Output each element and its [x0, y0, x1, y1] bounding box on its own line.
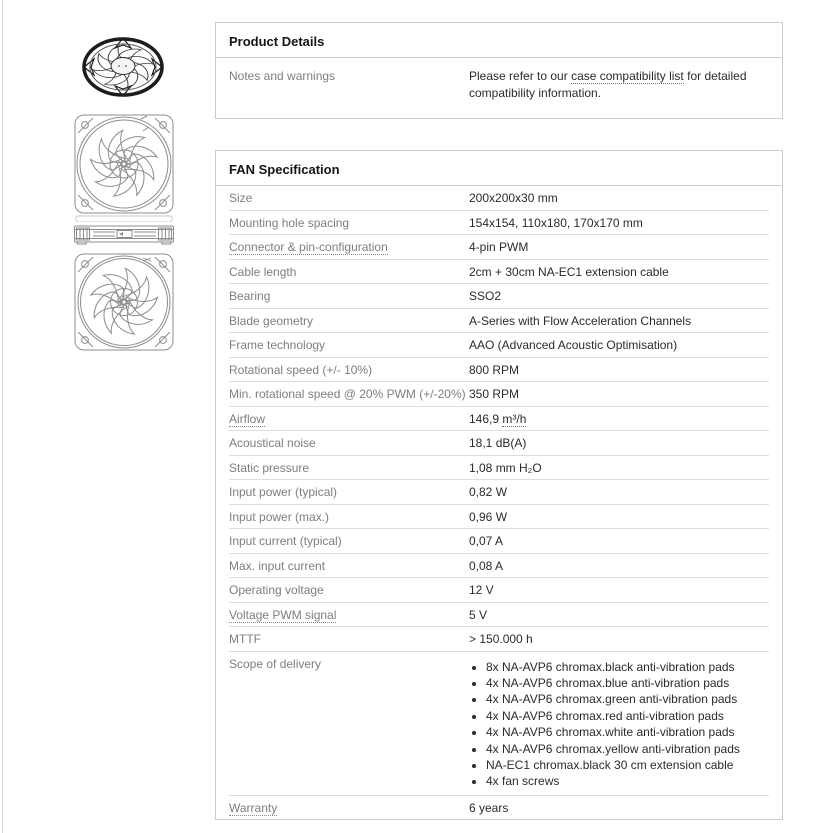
fan-side-drawing — [73, 222, 175, 248]
spec-value-text: SSO2 — [469, 289, 502, 303]
spec-value — [469, 658, 769, 790]
spec-value — [469, 192, 769, 205]
spec-label — [229, 437, 469, 450]
spec-label-text: Input power (typical) — [229, 485, 338, 499]
spec-value — [469, 68, 769, 101]
spec-label — [229, 609, 469, 622]
spec-value-text: 1,08 mm H₂O — [469, 460, 542, 475]
spec-label — [229, 364, 469, 377]
fan-back-drawing — [73, 252, 175, 352]
spec-label — [229, 68, 469, 101]
spec-value-text: for detailed compatibility information. — [469, 69, 747, 100]
spec-value — [469, 266, 769, 279]
spec-value — [469, 609, 769, 622]
spec-row — [229, 602, 769, 627]
product-details-title: Product Details — [216, 23, 782, 58]
delivery-list — [469, 659, 769, 790]
spec-label-text: Mounting hole spacing — [229, 215, 350, 230]
spec-row — [229, 210, 769, 235]
spec-label — [229, 486, 469, 499]
fan-specification-rows — [229, 186, 769, 819]
spec-value-link[interactable]: m³/h — [502, 411, 527, 426]
spec-label-text: Max. input current — [229, 558, 326, 573]
spec-label — [229, 633, 469, 646]
delivery-item: • 4x fan screws — [486, 773, 769, 789]
spec-label — [229, 560, 469, 573]
delivery-item: • 4x NA-AVP6 chromax.yellow anti-vibration pads — [486, 741, 769, 757]
spec-value-text: Please refer to our — [469, 69, 572, 83]
spec-label — [229, 266, 469, 279]
spec-value-text: 800 RPM — [469, 362, 520, 377]
product-details-rows — [229, 58, 769, 118]
spec-value — [469, 511, 769, 524]
spec-label — [229, 802, 469, 815]
fan-front-drawing — [73, 113, 175, 225]
spec-row — [229, 577, 769, 602]
spec-value-text: 0,96 W — [469, 509, 508, 524]
delivery-item: • 4x NA-AVP6 chromax.green anti-vibration pads — [486, 691, 769, 707]
delivery-item: • 4x NA-AVP6 chromax.blue anti-vibration pads — [486, 675, 769, 691]
spec-value-text: 0,82 W — [469, 485, 508, 499]
spec-label — [229, 315, 469, 328]
spec-value-text: 0,08 A — [469, 558, 504, 573]
spec-label — [229, 192, 469, 205]
spec-label — [229, 462, 469, 475]
spec-label-link[interactable]: Connector & pin-configuration — [229, 240, 388, 254]
spec-row — [229, 259, 769, 284]
delivery-item: • 8x NA-AVP6 chromax.black anti-vibration pads — [486, 659, 769, 675]
spec-label-text: MTTF — [229, 632, 261, 646]
spec-value-text: 154x154, 110x180, 170x170 mm — [469, 215, 643, 230]
spec-value — [469, 437, 769, 450]
fan-back-view-thumbnail[interactable] — [73, 252, 175, 352]
spec-label — [229, 217, 469, 230]
spec-value — [469, 388, 769, 401]
spec-label-text: Notes and warnings — [229, 69, 336, 83]
spec-label-text: Operating voltage — [229, 583, 324, 597]
product-details-table — [215, 22, 783, 119]
spec-row — [229, 455, 769, 480]
spec-value-text: 200x200x30 mm — [469, 191, 558, 205]
fan-specification-title: FAN Specification — [216, 151, 782, 186]
spec-value-text: 146,9 — [469, 411, 503, 426]
delivery-item: • 4x NA-AVP6 chromax.red anti-vibration pads — [486, 708, 769, 724]
spec-label — [229, 535, 469, 548]
spec-value — [469, 413, 769, 426]
spec-label-text: Blade geometry — [229, 313, 314, 328]
spec-value — [469, 802, 769, 815]
spec-label-text: Acoustical noise — [229, 436, 316, 450]
spec-row — [229, 504, 769, 529]
spec-value-text: > 150.000 h — [469, 632, 533, 646]
spec-label-text: Rotational speed (+/- 10%) — [229, 362, 373, 377]
spec-value-text: 350 RPM — [469, 387, 520, 401]
spec-row — [229, 479, 769, 504]
spec-value — [469, 290, 769, 303]
spec-value — [469, 560, 769, 573]
spec-label-text: Input current (typical) — [229, 534, 342, 548]
spec-value — [469, 217, 769, 230]
spec-row — [229, 283, 769, 308]
spec-value-link[interactable]: case compatibility list — [571, 69, 684, 83]
window-left-edge — [2, 0, 3, 833]
spec-row — [229, 651, 769, 795]
delivery-item: • NA-EC1 chromax.black 30 cm extension cable — [486, 757, 769, 773]
fan-front-view-thumbnail[interactable] — [73, 113, 175, 225]
spec-row — [229, 234, 769, 259]
delivery-item: • 4x NA-AVP6 chromax.white anti-vibration pads — [486, 724, 769, 740]
spec-value — [469, 633, 769, 646]
spec-row — [229, 381, 769, 406]
spec-row — [229, 406, 769, 431]
spec-value — [469, 486, 769, 499]
spec-label-text: Static pressure — [229, 460, 310, 475]
fan-specification-table — [215, 150, 783, 820]
spec-label — [229, 413, 469, 426]
fan-side-view-thumbnail[interactable] — [73, 222, 175, 248]
spec-label-text: Size — [229, 191, 253, 205]
spec-value — [469, 339, 769, 352]
spec-row — [229, 430, 769, 455]
spec-value-text: 6 years — [469, 800, 509, 815]
spec-label — [229, 584, 469, 597]
spec-value-text: 18,1 dB(A) — [469, 436, 527, 450]
spec-value — [469, 315, 769, 328]
spec-value — [469, 241, 769, 254]
spec-value-text: 0,07 A — [469, 534, 504, 548]
spec-label-text: Min. rotational speed @ 20% PWM (+/-20%) — [229, 387, 466, 401]
spec-row — [229, 308, 769, 333]
spec-row — [229, 186, 769, 210]
spec-label — [229, 241, 469, 254]
spec-row — [229, 795, 769, 820]
spec-value — [469, 462, 769, 475]
spec-value-text: 12 V — [469, 583, 494, 597]
spec-row — [229, 528, 769, 553]
fan-perspective-drawing — [70, 30, 176, 110]
spec-value-text: 4-pin PWM — [469, 240, 529, 254]
spec-row — [229, 60, 769, 106]
spec-label-text: Bearing — [229, 289, 271, 303]
spec-value-text: 5 V — [469, 607, 488, 622]
spec-value-text: 2cm + 30cm NA-EC1 extension cable — [469, 264, 669, 279]
spec-value — [469, 364, 769, 377]
spec-value — [469, 584, 769, 597]
spec-label-text: Scope of delivery — [229, 656, 322, 671]
spec-label-text: Cable length — [229, 264, 297, 279]
spec-label — [229, 388, 469, 401]
spec-label-link[interactable]: Airflow — [229, 411, 266, 426]
spec-row — [229, 357, 769, 382]
fan-perspective-view-thumbnail[interactable] — [70, 30, 176, 110]
spec-label-link[interactable]: Warranty — [229, 800, 278, 815]
spec-label — [229, 339, 469, 352]
spec-value — [469, 535, 769, 548]
spec-row — [229, 626, 769, 651]
spec-value-text: A-Series with Flow Acceleration Channels — [469, 313, 692, 328]
spec-row — [229, 553, 769, 578]
spec-label-text: Input power (max.) — [229, 509, 330, 524]
spec-label-text: Frame technology — [229, 338, 326, 352]
spec-value-text: AAO (Advanced Acoustic Optimisation) — [469, 338, 678, 352]
spec-label — [229, 658, 469, 790]
spec-row — [229, 332, 769, 357]
spec-label-link[interactable]: Voltage PWM signal — [229, 607, 337, 622]
spec-label — [229, 290, 469, 303]
spec-label — [229, 511, 469, 524]
